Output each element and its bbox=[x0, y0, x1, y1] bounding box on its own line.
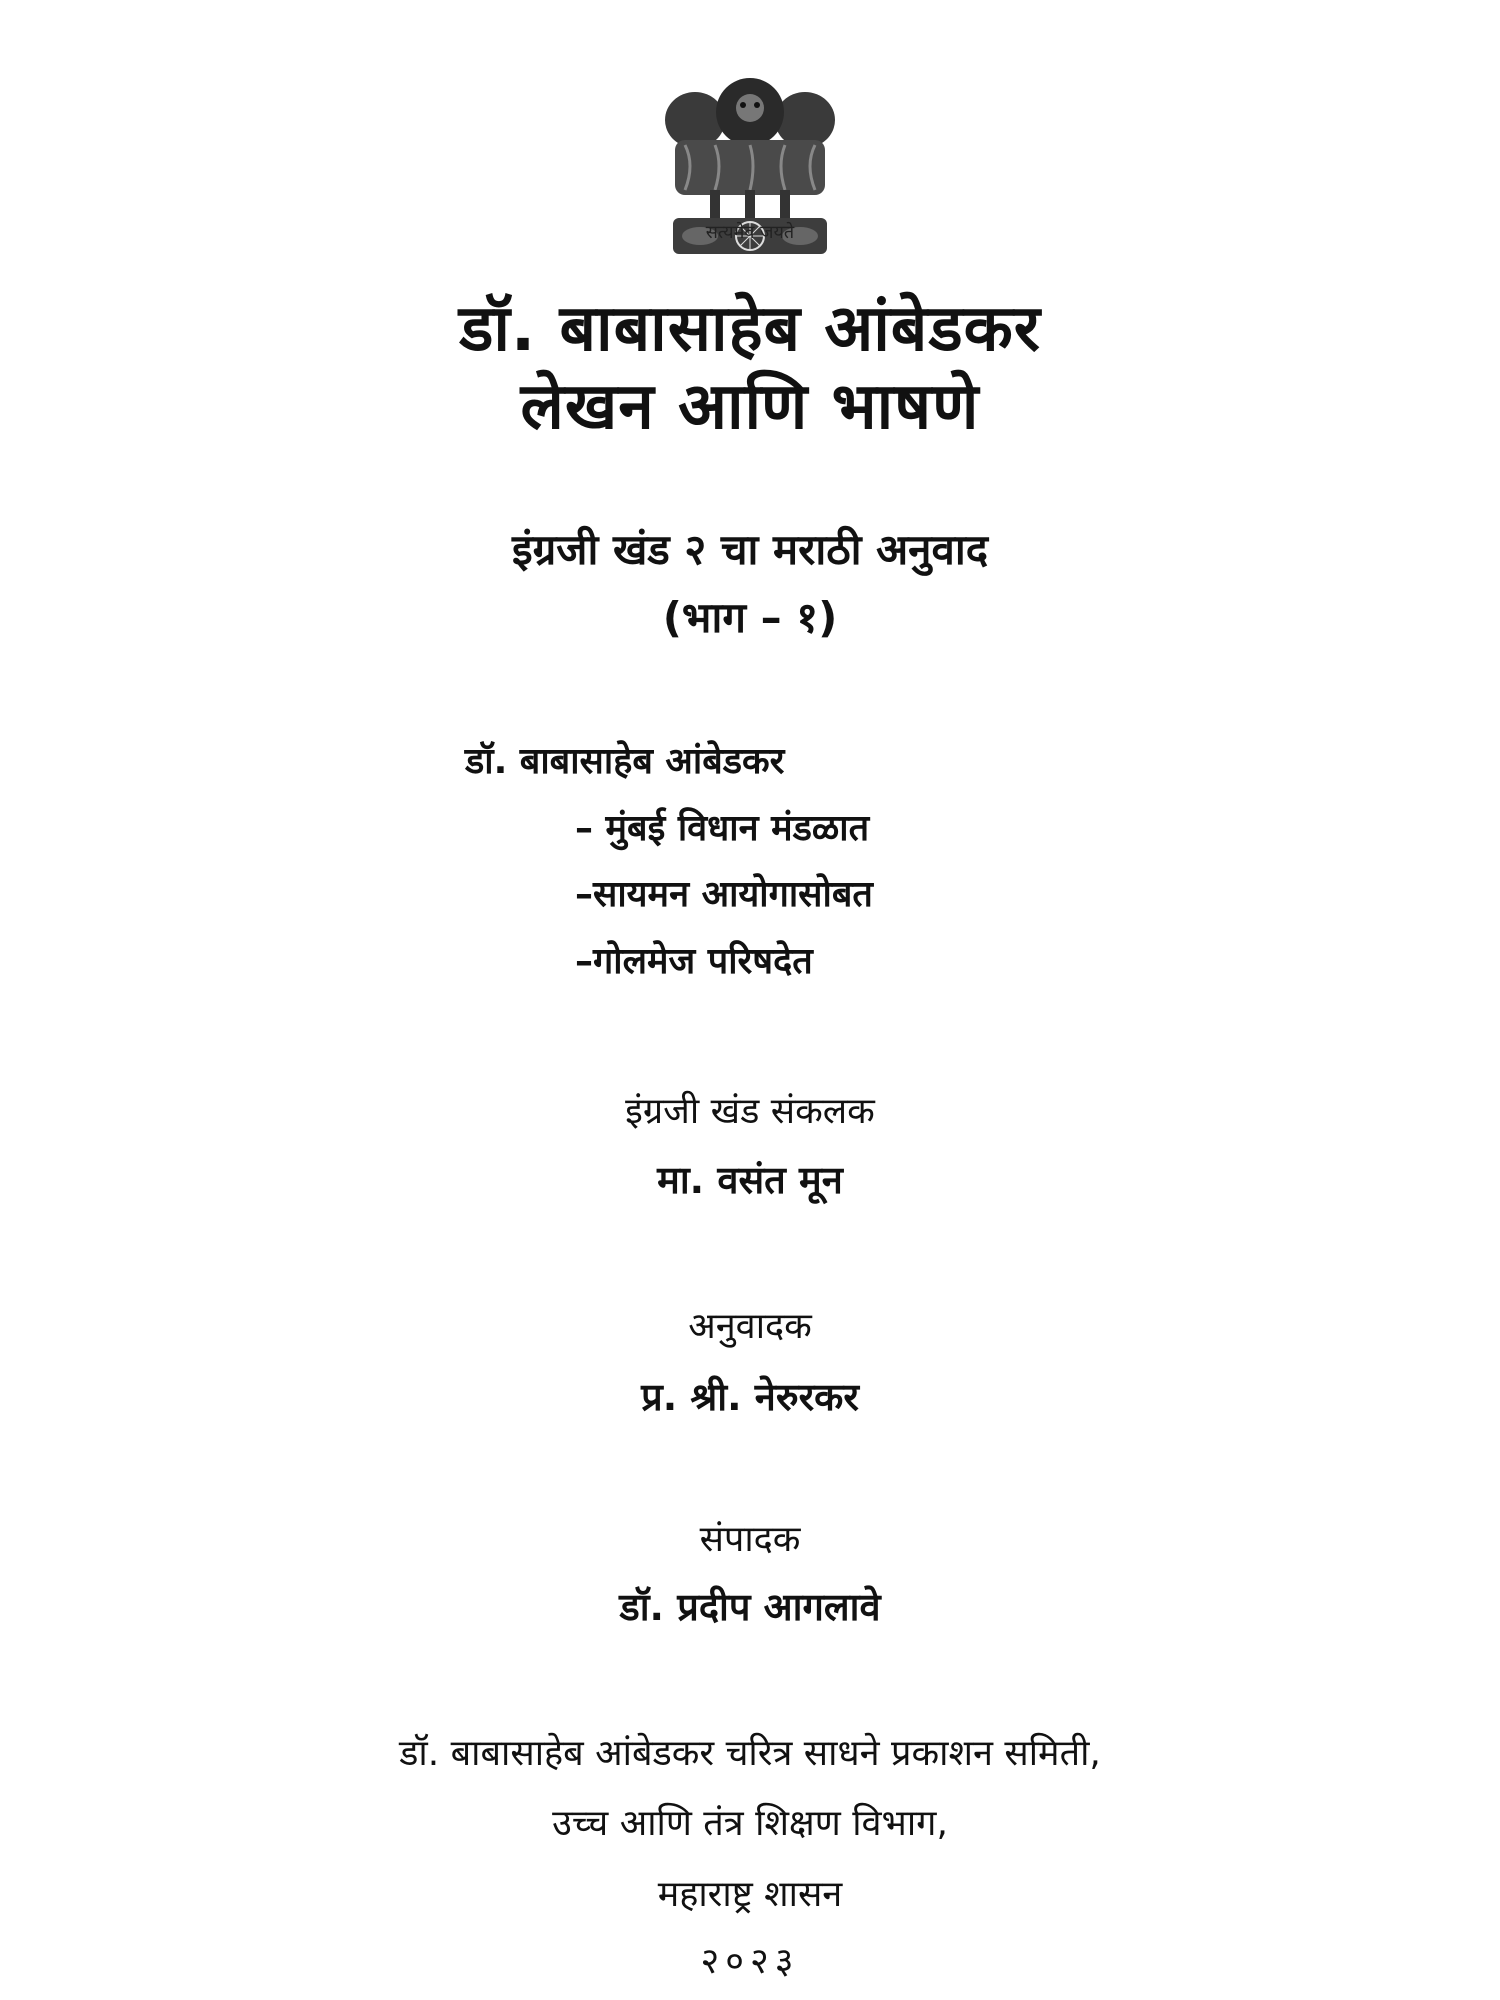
publication-year: २०२३ bbox=[700, 1941, 800, 1982]
editor-name: डॉ. प्रदीप आगलावे bbox=[619, 1585, 881, 1629]
editor-label: संपादक bbox=[699, 1519, 801, 1560]
part-number: (भाग – १) bbox=[662, 593, 838, 642]
subject-heading: डॉ. बाबासाहेब आंबेडकर bbox=[465, 741, 785, 782]
translator-label: अनुवादक bbox=[688, 1306, 812, 1347]
publisher-line-2: उच्च आणि तंत्र शिक्षण विभाग, bbox=[552, 1803, 948, 1844]
translator-name: प्र. श्री. नेरुरकर bbox=[641, 1375, 859, 1419]
subject-item: – मुंबई विधान मंडळात bbox=[575, 808, 870, 849]
publisher-line-1: डॉ. बाबासाहेब आंबेडकर चरित्र साधने प्रकाशन समिती, bbox=[399, 1733, 1101, 1774]
volume-subtitle: इंग्रजी खंड २ चा मराठी अनुवाद bbox=[511, 525, 989, 574]
emblem-motto: सत्यमेव जयते bbox=[705, 222, 795, 243]
subject-item: –गोलमेज परिषदेत bbox=[575, 941, 813, 982]
compiler-label: इंग्रजी खंड संकलक bbox=[625, 1091, 875, 1132]
publisher-line-3: महाराष्ट्र शासन bbox=[657, 1874, 843, 1915]
main-title-line-1: डॉ. बाबासाहेब आंबेडकर bbox=[459, 292, 1041, 366]
main-title-line-2: लेखन आणि भाषणे bbox=[520, 370, 980, 444]
compiler-name: मा. वसंत मून bbox=[657, 1158, 843, 1202]
subject-item: –सायमन आयोगासोबत bbox=[575, 874, 873, 915]
